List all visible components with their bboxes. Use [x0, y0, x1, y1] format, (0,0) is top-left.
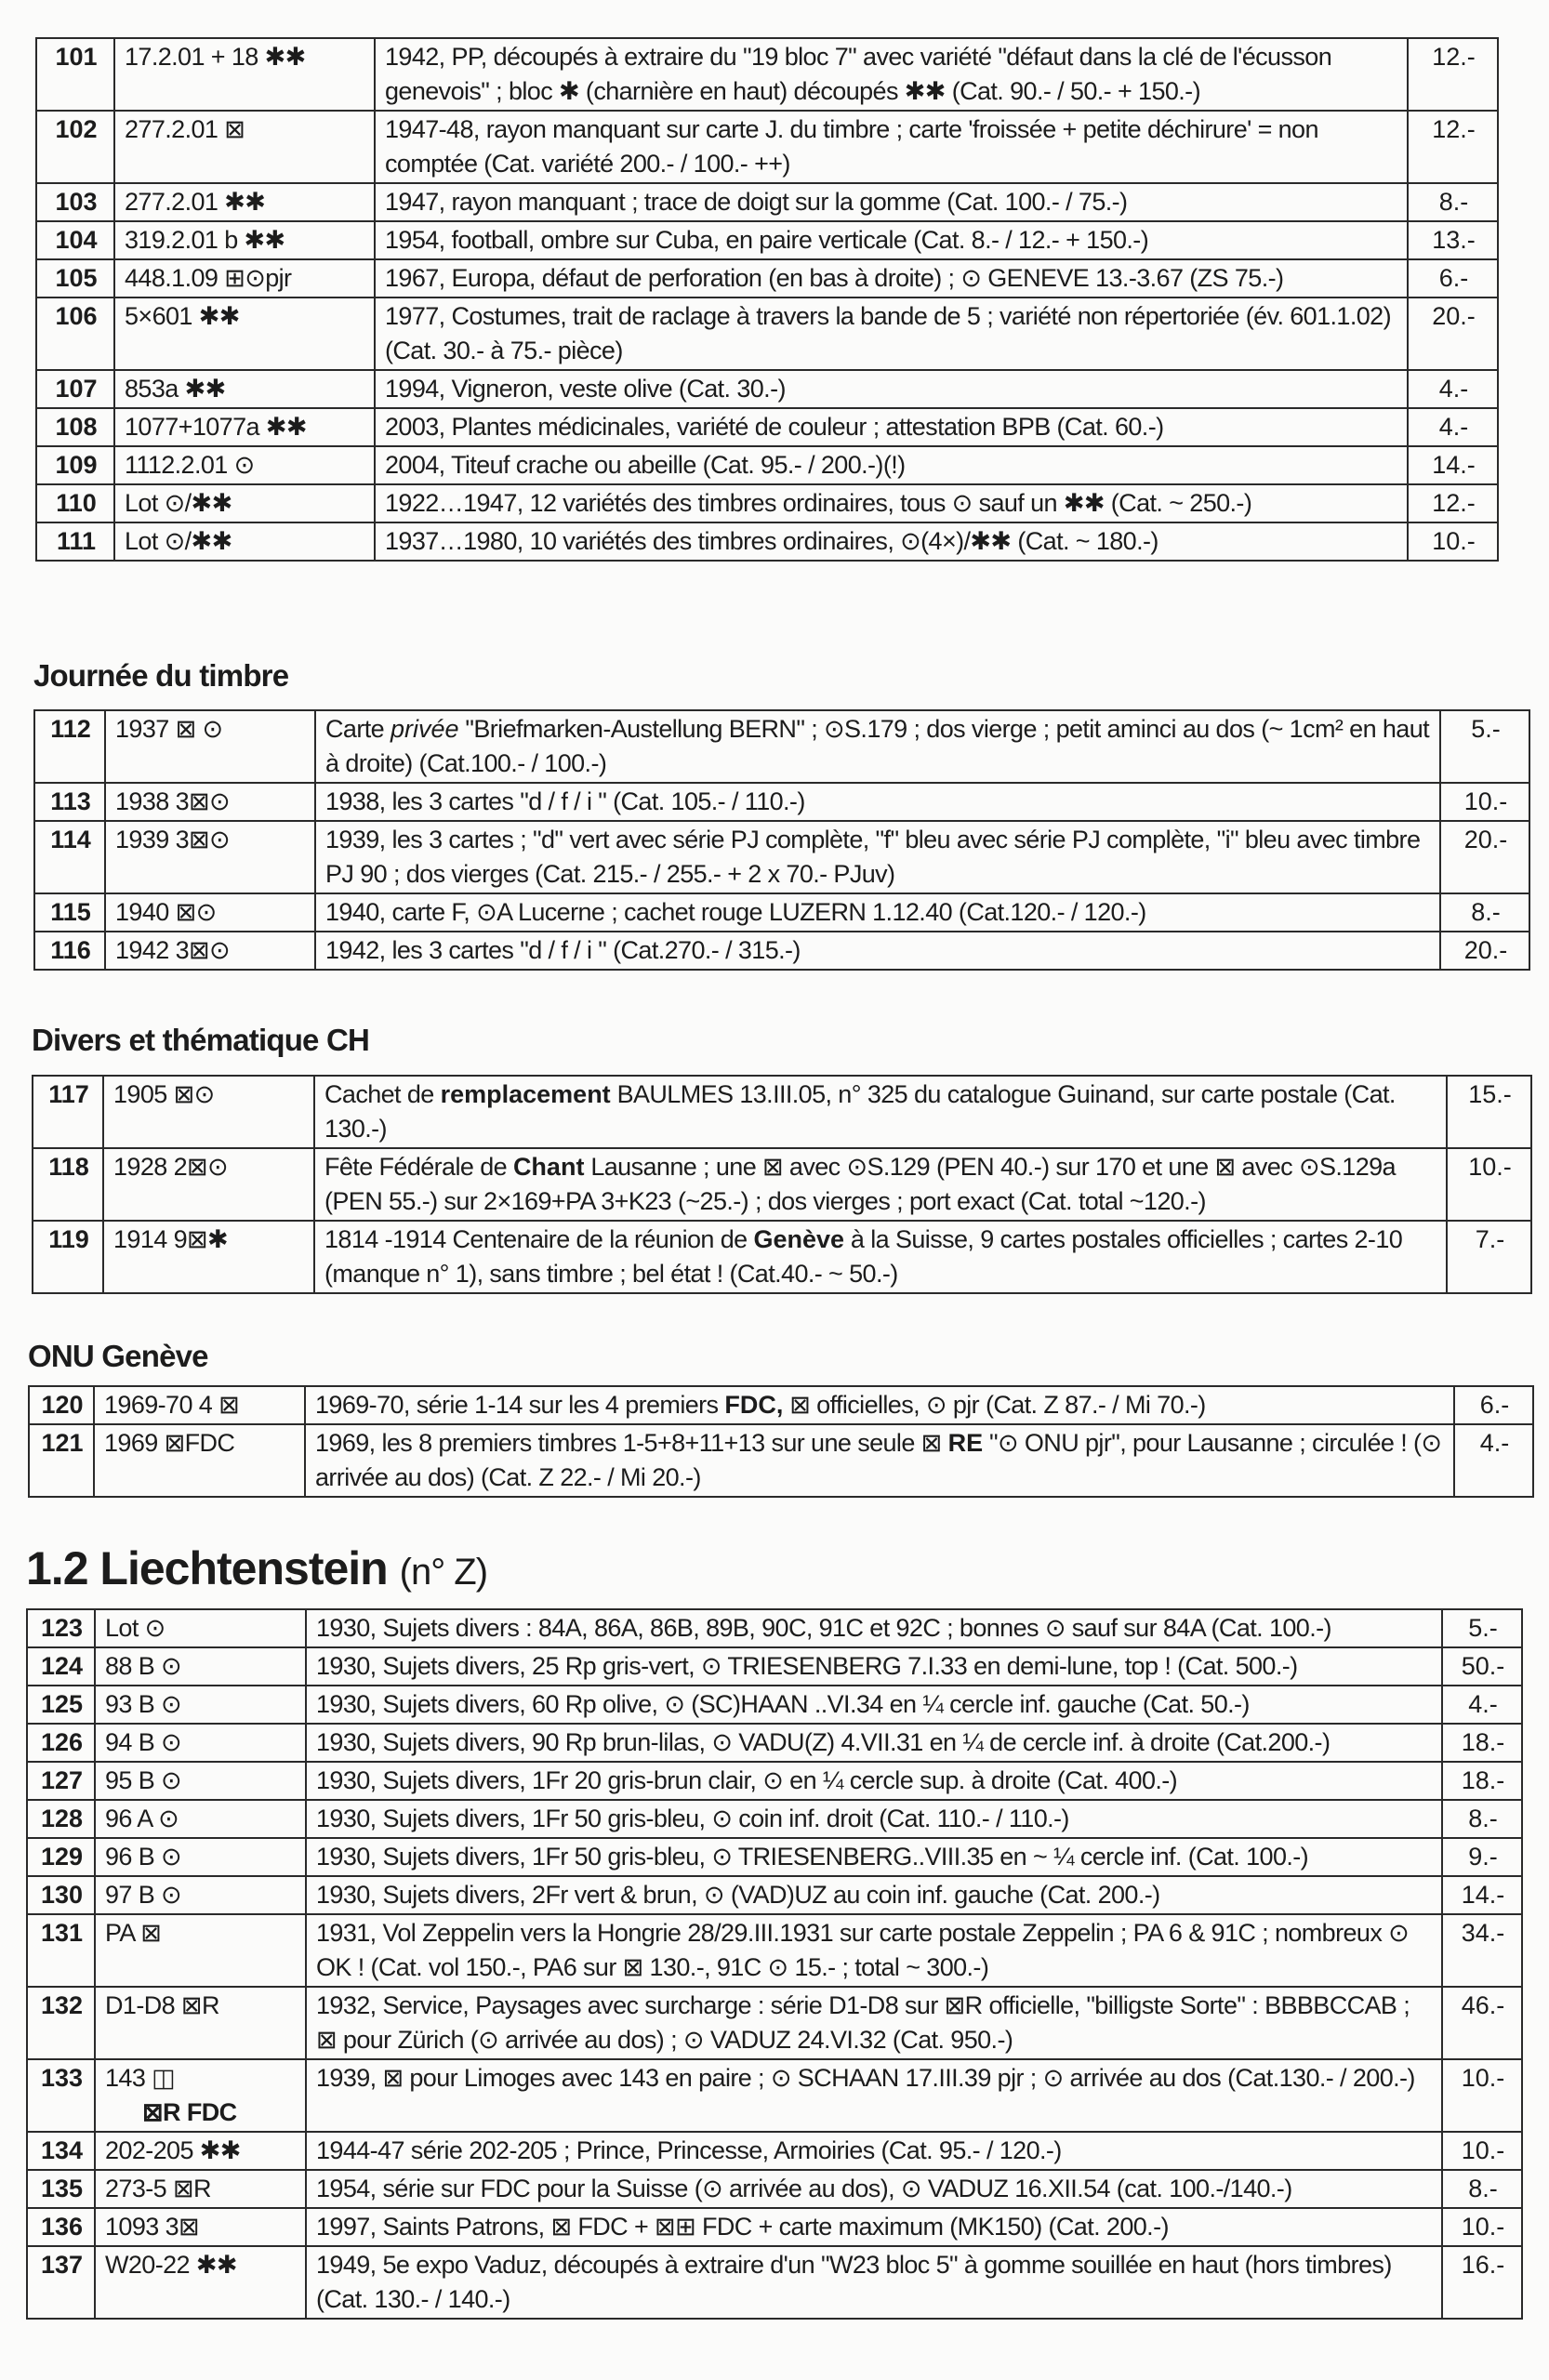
catalogue-reference	[114, 484, 375, 522]
reference-text: 93 B ⊙	[105, 1689, 182, 1718]
catalogue-reference	[95, 1914, 306, 1987]
description-text: BAULMES 13.III.05, n° 325 du catalogue Guinand, sur carte postale (Cat. 130.-)	[324, 1080, 1396, 1143]
catalogue-reference	[95, 1724, 306, 1762]
starting-price: 18.-	[1442, 1724, 1522, 1762]
lot-number: 128	[27, 1800, 95, 1838]
starting-price: 20.-	[1440, 932, 1529, 970]
starting-price: 13.-	[1408, 221, 1498, 259]
lot-description	[375, 111, 1408, 183]
starting-price: 10.-	[1447, 1148, 1531, 1221]
catalogue-reference	[95, 1609, 306, 1647]
starting-price: 14.-	[1408, 446, 1498, 484]
description-prefix: 1969, les 8 premiers timbres 1-5+8+11+13 sur une seule ⊠	[315, 1428, 948, 1457]
reference-text: 1937 ⊠ ⊙	[115, 715, 223, 743]
catalogue-reference	[114, 111, 375, 183]
reference-text: 277.2.01 ⊠	[125, 114, 245, 143]
reference-text: 1940 ⊠⊙	[115, 897, 217, 926]
description-text: 1947-48, rayon manquant sur carte J. du timbre ; carte 'froissée + petite déchirure' = non comptée (Cat. variété 200.- / 100.- ++)	[385, 114, 1318, 178]
catalogue-reference	[94, 1386, 305, 1424]
catalogue-reference	[95, 2170, 306, 2208]
reference-text: 1914 9⊠✱	[113, 1224, 229, 1253]
description-text: 1930, Sujets divers, 25 Rp gris-vert, ⊙ TRIESENBERG 7.I.33 en demi-lune, top ! (Cat. 500.-)	[316, 1651, 1298, 1680]
lot-row-107	[36, 370, 1498, 408]
lot-number: 119	[33, 1221, 103, 1293]
starting-price: 4.-	[1408, 370, 1498, 408]
catalogue-reference	[103, 1221, 314, 1293]
lot-row-114	[34, 821, 1529, 893]
starting-price: 12.-	[1408, 111, 1498, 183]
description-bold: Chant	[512, 1152, 585, 1181]
reference-text: 5×601 ✱✱	[125, 301, 240, 330]
lot-row-136	[27, 2208, 1522, 2246]
lot-row-118	[33, 1148, 1531, 1221]
description-text: Lausanne ; une ⊠ avec ⊙S.129 (PEN 40.-) sur 170 et une ⊠ avec ⊙S.129a (PEN 55.-) sur 2×169+PA 3+K23 (~25.-) ; dos vierges ; port exact (Cat. total ~120.-)	[324, 1152, 1396, 1215]
starting-price: 10.-	[1442, 2132, 1522, 2170]
lot-description	[306, 1762, 1442, 1800]
reference-text: PA ⊠	[105, 1918, 162, 1947]
lot-number: 107	[36, 370, 114, 408]
lot-number: 127	[27, 1762, 95, 1800]
reference-text: 319.2.01 b ✱✱	[125, 225, 285, 254]
description-text: 1942, PP, découpés à extraire du "19 bloc 7" avec variété "défaut dans la clé de l'écusson genevois" ; bloc ✱ (charnière en haut) découpés ✱✱ (Cat. 90.- / 50.- + 150.-)	[385, 43, 1332, 105]
lot-description	[306, 2170, 1442, 2208]
lot-row-120	[29, 1386, 1533, 1424]
starting-price: 9.-	[1442, 1838, 1522, 1876]
lots-table-onu-geneve	[28, 1385, 1534, 1498]
starting-price: 4.-	[1442, 1686, 1522, 1724]
section-title-divers-thematique: Divers et thématique CH	[32, 1023, 370, 1057]
lot-description	[306, 2208, 1442, 2246]
lot-number: 109	[36, 446, 114, 484]
lot-description	[306, 1609, 1442, 1647]
description-text: 1939, les 3 cartes ; "d" vert avec série PJ complète, "f" bleu avec série PJ complète, "i" bleu avec timbre PJ 90 ; dos vierges (Cat. 215.- / 255.- + 2 x 70.- PJuv)	[325, 825, 1421, 888]
starting-price: 12.-	[1408, 38, 1498, 111]
starting-price: 6.-	[1408, 259, 1498, 298]
catalogue-reference	[105, 821, 315, 893]
reference-text: 17.2.01 + 18 ✱✱	[125, 43, 306, 71]
lot-row-125	[27, 1686, 1522, 1724]
lot-number: 131	[27, 1914, 95, 1987]
description-bold: RE	[947, 1428, 984, 1457]
lot-description	[306, 1686, 1442, 1724]
lot-number: 110	[36, 484, 114, 522]
lot-row-135	[27, 2170, 1522, 2208]
starting-price: 18.-	[1442, 1762, 1522, 1800]
starting-price: 10.-	[1408, 522, 1498, 561]
lot-description	[305, 1424, 1454, 1497]
reference-text: 1969 ⊠FDC	[104, 1428, 235, 1457]
lot-row-117	[33, 1076, 1531, 1148]
reference-text: 1905 ⊠⊙	[113, 1080, 215, 1108]
lot-row-102	[36, 111, 1498, 183]
catalogue-reference	[114, 38, 375, 111]
reference-text: 96 B ⊙	[105, 1842, 182, 1871]
lot-row-106	[36, 298, 1498, 370]
reference-text: 1928 2⊠⊙	[113, 1152, 229, 1181]
reference-text: 1938 3⊠⊙	[115, 787, 231, 815]
starting-price: 34.-	[1442, 1914, 1522, 1987]
description-text: "⊙ ONU pjr", pour Lausanne ; circulée ! (⊙ arrivée au dos) (Cat. Z 22.- / Mi 20.-)	[315, 1428, 1442, 1491]
catalogue-reference	[103, 1076, 314, 1148]
catalogue-reference	[114, 221, 375, 259]
section-title-journee-du-timbre: Journée du timbre	[33, 658, 289, 693]
starting-price: 7.-	[1447, 1221, 1531, 1293]
description-text: 1930, Sujets divers, 60 Rp olive, ⊙ (SC)HAAN ..VI.34 en ¼ cercle inf. gauche (Cat. 50.-)	[316, 1689, 1250, 1718]
description-text: 1922…1947, 12 variétés des timbres ordinaires, tous ⊙ sauf un ✱✱ (Cat. ~ 250.-)	[385, 488, 1252, 517]
lot-description	[306, 2246, 1442, 2319]
catalogue-reference	[95, 2059, 306, 2132]
reference-text: 94 B ⊙	[105, 1727, 182, 1756]
lot-description	[375, 370, 1408, 408]
lots-table-liechtenstein	[26, 1608, 1523, 2320]
starting-price: 46.-	[1442, 1987, 1522, 2059]
lot-number: 135	[27, 2170, 95, 2208]
reference-text: 277.2.01 ✱✱	[125, 187, 266, 216]
lot-number: 118	[33, 1148, 103, 1221]
starting-price: 6.-	[1454, 1386, 1533, 1424]
lot-number: 117	[33, 1076, 103, 1148]
reference-text: 143 ◫	[105, 2063, 176, 2092]
lot-row-105	[36, 259, 1498, 298]
lot-number: 112	[34, 710, 105, 783]
lot-description	[306, 1647, 1442, 1686]
reference-text: 1942 3⊠⊙	[115, 935, 231, 964]
catalogue-reference	[114, 446, 375, 484]
lot-description	[375, 38, 1408, 111]
catalogue-reference	[95, 1876, 306, 1914]
lot-row-133	[27, 2059, 1522, 2132]
catalogue-reference	[114, 370, 375, 408]
lot-row-130	[27, 1876, 1522, 1914]
lots-table-journee-du-timbre	[33, 709, 1530, 971]
lot-description	[306, 2059, 1442, 2132]
catalogue-reference	[95, 1647, 306, 1686]
description-text: 2004, Titeuf crache ou abeille (Cat. 95.- / 200.-)(!)	[385, 450, 906, 479]
lot-row-109	[36, 446, 1498, 484]
lot-row-101	[36, 38, 1498, 111]
reference-text: 1939 3⊠⊙	[115, 825, 231, 853]
starting-price: 8.-	[1408, 183, 1498, 221]
lot-description	[315, 821, 1440, 893]
lot-number: 114	[34, 821, 105, 893]
lot-description	[315, 783, 1440, 821]
catalogue-reference	[114, 522, 375, 561]
catalogue-reference	[95, 1987, 306, 2059]
catalogue-reference	[94, 1424, 305, 1497]
reference-text: W20-22 ✱✱	[105, 2250, 237, 2279]
description-text: 1931, Vol Zeppelin vers la Hongrie 28/29.III.1931 sur carte postale Zeppelin ; PA 6 & 91C ; nombreux ⊙ OK ! (Cat. vol 150.-, PA6 sur ⊠ 130.-, 91C ⊙ 15.- ; total ~ 300.-)	[316, 1918, 1410, 1981]
catalogue-reference	[95, 1800, 306, 1838]
lot-description	[306, 1987, 1442, 2059]
description-text: 1954, football, ombre sur Cuba, en paire verticale (Cat. 8.- / 12.- + 150.-)	[385, 225, 1149, 254]
catalogue-reference	[105, 893, 315, 932]
lot-description	[306, 1800, 1442, 1838]
reference-text: Lot ⊙/✱✱	[125, 526, 232, 555]
starting-price: 10.-	[1440, 783, 1529, 821]
catalogue-reference	[95, 1838, 306, 1876]
lot-row-132	[27, 1987, 1522, 2059]
lot-description	[306, 1838, 1442, 1876]
catalogue-reference	[114, 259, 375, 298]
lot-description	[375, 446, 1408, 484]
description-text: 1944-47 série 202-205 ; Prince, Princesse, Armoiries (Cat. 95.- / 120.-)	[316, 2135, 1062, 2164]
section-title-onu-geneve: ONU Genève	[28, 1339, 208, 1373]
lot-number: 123	[27, 1609, 95, 1647]
lot-number: 126	[27, 1724, 95, 1762]
catalogue-reference	[114, 408, 375, 446]
lot-number: 132	[27, 1987, 95, 2059]
lot-number: 108	[36, 408, 114, 446]
lot-number: 121	[29, 1424, 94, 1497]
reference-text: 202-205 ✱✱	[105, 2135, 241, 2164]
reference-text-line2: ⊠R FDC	[142, 2097, 237, 2126]
lot-number: 105	[36, 259, 114, 298]
description-text: 2003, Plantes médicinales, variété de couleur ; attestation BPB (Cat. 60.-)	[385, 412, 1164, 441]
reference-text: 97 B ⊙	[105, 1880, 182, 1909]
description-text: "Briefmarken-Austellung BERN" ; ⊙S.179 ; dos vierge ; petit aminci au dos (~ 1cm² en haut à droite) (Cat.100.- / 100.-)	[325, 715, 1430, 777]
lot-row-128	[27, 1800, 1522, 1838]
lots-table-switzerland-varieties	[35, 37, 1499, 562]
lot-number: 101	[36, 38, 114, 111]
lot-row-104	[36, 221, 1498, 259]
reference-text: Lot ⊙	[105, 1614, 165, 1642]
chapter-heading	[26, 1541, 487, 1595]
lot-description	[375, 408, 1408, 446]
description-bold: Genève	[753, 1224, 845, 1253]
description-text: 1930, Sujets divers : 84A, 86A, 86B, 89B, 90C, 91C et 92C ; bonnes ⊙ sauf sur 84A (Cat. 100.-)	[316, 1614, 1331, 1642]
lot-description	[306, 2132, 1442, 2170]
lot-description	[315, 893, 1440, 932]
lot-row-137	[27, 2246, 1522, 2319]
catalogue-reference	[105, 710, 315, 783]
lot-row-110	[36, 484, 1498, 522]
lot-description	[375, 522, 1408, 561]
description-bold: remplacement	[440, 1080, 611, 1108]
description-text: 1930, Sujets divers, 1Fr 50 gris-bleu, ⊙ coin inf. droit (Cat. 110.- / 110.-)	[316, 1804, 1069, 1832]
reference-text: 273-5 ⊠R	[105, 2174, 211, 2202]
starting-price: 20.-	[1440, 821, 1529, 893]
description-prefix: Cachet de	[324, 1080, 441, 1108]
starting-price: 8.-	[1440, 893, 1529, 932]
starting-price: 5.-	[1440, 710, 1529, 783]
lot-description	[375, 298, 1408, 370]
catalogue-reference	[95, 2246, 306, 2319]
reference-text: D1-D8 ⊠R	[105, 1990, 219, 2019]
lot-row-134	[27, 2132, 1522, 2170]
lots-table-divers-thematique	[32, 1075, 1532, 1294]
lot-number: 133	[27, 2059, 95, 2132]
description-text: 1954, série sur FDC pour la Suisse (⊙ arrivée au dos), ⊙ VADUZ 16.XII.54 (cat. 100.-/140.-)	[316, 2174, 1292, 2202]
lot-description	[306, 1876, 1442, 1914]
lot-description	[314, 1148, 1447, 1221]
description-text: 1930, Sujets divers, 2Fr vert & brun, ⊙ (VAD)UZ au coin inf. gauche (Cat. 200.-)	[316, 1880, 1160, 1909]
reference-text: 853a ✱✱	[125, 374, 226, 403]
catalogue-reference	[114, 183, 375, 221]
lot-row-123	[27, 1609, 1522, 1647]
description-text: 1949, 5e expo Vaduz, découpés à extraire d'un "W23 bloc 5" à gomme souillée en haut (hors timbres) (Cat. 130.- / 140.-)	[316, 2250, 1392, 2313]
catalogue-reference	[114, 298, 375, 370]
lot-description	[315, 710, 1440, 783]
starting-price: 12.-	[1408, 484, 1498, 522]
lot-row-129	[27, 1838, 1522, 1876]
lot-description	[314, 1076, 1447, 1148]
starting-price: 20.-	[1408, 298, 1498, 370]
description-prefix: Carte	[325, 715, 391, 743]
catalogue-reference	[95, 2208, 306, 2246]
lot-number: 113	[34, 783, 105, 821]
lot-number: 120	[29, 1386, 94, 1424]
lot-row-108	[36, 408, 1498, 446]
description-text: 1930, Sujets divers, 90 Rp brun-lilas, ⊙ VADU(Z) 4.VII.31 en ¼ de cercle inf. à droite (Cat.200.-)	[316, 1727, 1331, 1756]
lot-number: 130	[27, 1876, 95, 1914]
chapter-title: Liechtenstein	[99, 1542, 388, 1594]
description-text: 1997, Saints Patrons, ⊠ FDC + ⊠⊞ FDC + carte maximum (MK150) (Cat. 200.-)	[316, 2212, 1169, 2241]
description-text: 1947, rayon manquant ; trace de doigt sur la gomme (Cat. 100.- / 75.-)	[385, 187, 1128, 216]
starting-price: 4.-	[1408, 408, 1498, 446]
lot-number: 134	[27, 2132, 95, 2170]
description-text: à la Suisse, 9 cartes postales officielles ; cartes 2-10 (manque n° 1), sans timbre ; bel état ! (Cat.40.- ~ 50.-)	[324, 1224, 1403, 1288]
lot-description	[375, 259, 1408, 298]
lot-description	[375, 221, 1408, 259]
starting-price: 8.-	[1442, 1800, 1522, 1838]
lot-number: 104	[36, 221, 114, 259]
description-text: 1938, les 3 cartes "d / f / i " (Cat. 105.- / 110.-)	[325, 787, 805, 815]
lot-number: 111	[36, 522, 114, 561]
lot-number: 116	[34, 932, 105, 970]
catalogue-reference	[105, 932, 315, 970]
lot-number: 124	[27, 1647, 95, 1686]
starting-price: 16.-	[1442, 2246, 1522, 2319]
lot-number: 125	[27, 1686, 95, 1724]
lot-description	[375, 183, 1408, 221]
lot-number: 103	[36, 183, 114, 221]
catalogue-reference	[95, 1686, 306, 1724]
lot-row-116	[34, 932, 1529, 970]
reference-text: 96 A ⊙	[105, 1804, 179, 1832]
lot-number: 102	[36, 111, 114, 183]
reference-text: 1112.2.01 ⊙	[125, 450, 255, 479]
description-text: 1937…1980, 10 variétés des timbres ordinaires, ⊙(4×)/✱✱ (Cat. ~ 180.-)	[385, 526, 1158, 555]
reference-text: 1969-70 4 ⊠	[104, 1391, 240, 1419]
starting-price: 8.-	[1442, 2170, 1522, 2208]
starting-price: 10.-	[1442, 2208, 1522, 2246]
lot-description	[306, 1914, 1442, 1987]
description-text: 1939, ⊠ pour Limoges avec 143 en paire ; ⊙ SCHAAN 17.III.39 pjr ; ⊙ arrivée au dos (Cat.130.- / 200.-)	[316, 2063, 1415, 2092]
reference-text: 1093 3⊠	[105, 2212, 200, 2241]
starting-price: 14.-	[1442, 1876, 1522, 1914]
description-text: 1942, les 3 cartes "d / f / i " (Cat.270.- / 315.-)	[325, 935, 801, 964]
description-text: 1932, Service, Paysages avec surcharge : série D1-D8 sur ⊠R officielle, "billigste Sorte" : BBBBCCAB ; ⊠ pour Zürich (⊙ arrivée au dos) ; ⊙ VADUZ 24.VI.32 (Cat. 950.-)	[316, 1990, 1410, 2054]
starting-price: 15.-	[1447, 1076, 1531, 1148]
description-text: 1977, Costumes, trait de raclage à travers la bande de 5 ; variété non répertoriée (év. 601.1.02) (Cat. 30.- à 75.- pièce)	[385, 301, 1391, 364]
description-prefix: 1969-70, série 1-14 sur les 4 premiers	[315, 1391, 725, 1419]
lot-description	[306, 1724, 1442, 1762]
lot-number: 106	[36, 298, 114, 370]
lot-number: 137	[27, 2246, 95, 2319]
lot-description	[305, 1386, 1454, 1424]
lot-row-127	[27, 1762, 1522, 1800]
lot-description	[315, 932, 1440, 970]
lot-description	[314, 1221, 1447, 1293]
catalogue-reference	[95, 2132, 306, 2170]
description-text: 1940, carte F, ⊙A Lucerne ; cachet rouge LUZERN 1.12.40 (Cat.120.- / 120.-)	[325, 897, 1146, 926]
reference-text: 95 B ⊙	[105, 1765, 182, 1794]
starting-price: 50.-	[1442, 1647, 1522, 1686]
description-text: 1930, Sujets divers, 1Fr 20 gris-brun clair, ⊙ en ¼ cercle sup. à droite (Cat. 400.-)	[316, 1765, 1178, 1794]
lot-row-124	[27, 1647, 1522, 1686]
description-text: ⊠ officielles, ⊙ pjr (Cat. Z 87.- / Mi 70.-)	[783, 1391, 1206, 1419]
description-prefix: 1814 -1914 Centenaire de la réunion de	[324, 1224, 754, 1253]
lot-row-113	[34, 783, 1529, 821]
lot-row-126	[27, 1724, 1522, 1762]
lot-row-131	[27, 1914, 1522, 1987]
starting-price: 4.-	[1454, 1424, 1533, 1497]
lot-number: 129	[27, 1838, 95, 1876]
starting-price: 10.-	[1442, 2059, 1522, 2132]
lot-number: 115	[34, 893, 105, 932]
catalogue-reference	[103, 1148, 314, 1221]
description-text: 1930, Sujets divers, 1Fr 50 gris-bleu, ⊙ TRIESENBERG..VIII.35 en ~ ¼ cercle inf. (Cat. 100.-)	[316, 1842, 1309, 1871]
lot-row-121	[29, 1424, 1533, 1497]
lot-row-112	[34, 710, 1529, 783]
reference-text: Lot ⊙/✱✱	[125, 488, 232, 517]
lot-row-119	[33, 1221, 1531, 1293]
description-prefix: Fête Fédérale de	[324, 1152, 513, 1181]
lot-number: 136	[27, 2208, 95, 2246]
chapter-subtitle: (n° Z)	[399, 1552, 488, 1593]
lot-row-103	[36, 183, 1498, 221]
reference-text: 1077+1077a ✱✱	[125, 412, 307, 441]
starting-price: 5.-	[1442, 1609, 1522, 1647]
chapter-number: 1.2	[26, 1542, 88, 1594]
description-italic: privée	[390, 715, 459, 743]
lot-description	[375, 484, 1408, 522]
lot-row-115	[34, 893, 1529, 932]
reference-text: 448.1.09 ⊞⊙pjr	[125, 263, 292, 292]
catalogue-reference	[105, 783, 315, 821]
description-text: 1967, Europa, défaut de perforation (en bas à droite) ; ⊙ GENEVE 13.-3.67 (ZS 75.-)	[385, 263, 1284, 292]
description-bold: FDC,	[724, 1391, 784, 1419]
description-text: 1994, Vigneron, veste olive (Cat. 30.-)	[385, 374, 786, 403]
lot-row-111	[36, 522, 1498, 561]
reference-text: 88 B ⊙	[105, 1651, 182, 1680]
catalogue-reference	[95, 1762, 306, 1800]
